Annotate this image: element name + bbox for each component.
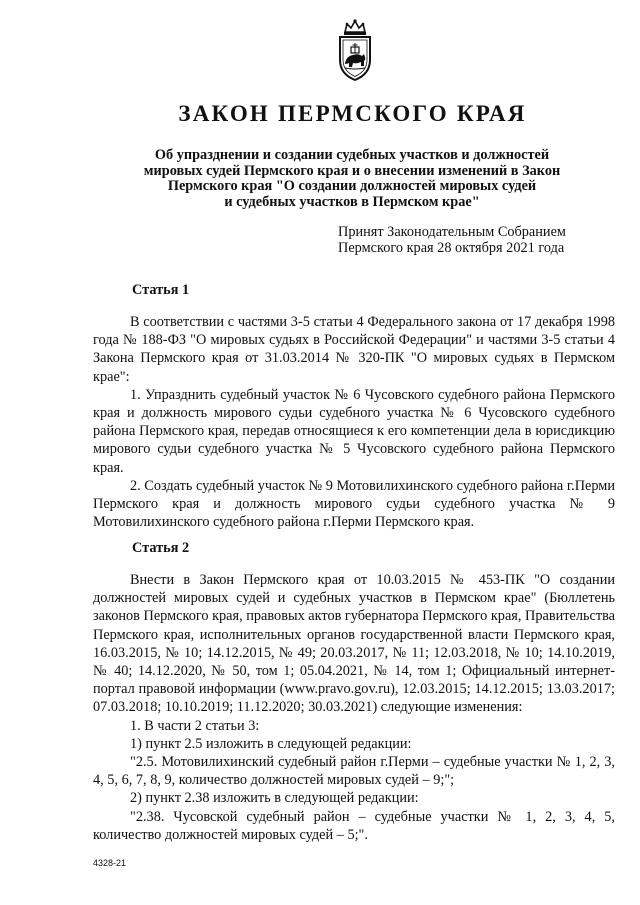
subtitle-line: и судебных участков в Пермском крае" (224, 193, 480, 210)
article-2-paragraph: 1. В части 2 статьи 3: (130, 717, 260, 734)
article-1-paragraph: В соответствии с частями 3-5 статьи 4 Федерального закона от 17 декабря 1998 года № 188-ФЗ "О мировых судьях в Российской Федерации" и частями 3-5 статьи 4 Закона Пермского края от 31.03.2014 № 320-ПК "О мировых судьях в Пермском крае": (93, 314, 615, 385)
subtitle-line: мировых судей Пермского края и о внесении изменений в Закон (143, 162, 561, 179)
adoption-line: Принят Законодательным Собранием (338, 224, 566, 240)
article-2-body (93, 571, 615, 844)
article-2-heading: Статья 2 (132, 540, 190, 556)
article-1-paragraph: 2. Создать судебный участок № 9 Мотовилихинского судебного района г.Перми Пермского края и должность мирового судьи судебного участка № 9 Мотовилихинского судебного района г.Перми Пермского края. (93, 477, 615, 531)
article-1-body (93, 313, 615, 531)
article-2-paragraph: 2) пункт 2.38 изложить в следующей редакции: (130, 790, 419, 807)
article-1-heading: Статья 1 (132, 282, 190, 298)
article-2-paragraph: "2.38. Чусовской судебный район – судебные участки № 1, 2, 3, 4, 5, количество должностей мировых судей – 5;". (93, 808, 615, 843)
document-code: 4328-21 (93, 858, 127, 868)
adoption-note (338, 224, 566, 256)
article-2-paragraph: 1) пункт 2.5 изложить в следующей редакции: (130, 735, 412, 752)
adoption-line: Пермского края 28 октября 2021 года (338, 240, 565, 256)
article-2-paragraph: "2.5. Мотовилихинский судебный район г.Перми – судебные участки № 1, 2, 3, 4, 5, 6, 7, 8, 9, количество должностей мировых судей – 9;"; (93, 754, 615, 789)
law-subtitle (112, 148, 592, 210)
law-title: ЗАКОН ПЕРМСКОГО КРАЯ (178, 101, 527, 126)
perm-krai-coat-of-arms-icon (332, 18, 378, 82)
subtitle-line: Пермского края "О создании должностей мировых судей (167, 178, 537, 194)
article-2-paragraph: Внести в Закон Пермского края от 10.03.2015 № 453-ПК "О создании должностей мировых судей и судебных участков в Пермском крае" (Бюллетень законов Пермского края, правовых актов губернатора Пермского края, Правительства Пермского края, исполнительных органов государственной власти Пермского края, 16.03.2015, № 10; 14.12.2015, № 49; 20.03.2017, № 11; 12.03.2018, № 10; 14.10.2019, № 40; 14.12.2020, № 50, том 1; 05.04.2021, № 14, том 1; Официальный интернет-портал правовой информации (www.pravo.gov.ru), 12.03.2015; 14.12.2015; 13.03.2017; 07.03.2018; 10.10.2019; 11.12.2020; 30.03.2021) следующие изменения: (93, 572, 615, 716)
subtitle-line: Об упразднении и создании судебных участков и должностей (154, 147, 550, 163)
article-1-paragraph: 1. Упразднить судебный участок № 6 Чусовского судебного района Пермского края и должность мирового судьи судебного участка № 6 Чусовского судебного района Пермского края, передав относящиеся к его компетенции дела в юрисдикцию мирового судьи судебного участка № 5 Чусовского судебного района Пермского края. (93, 386, 615, 476)
